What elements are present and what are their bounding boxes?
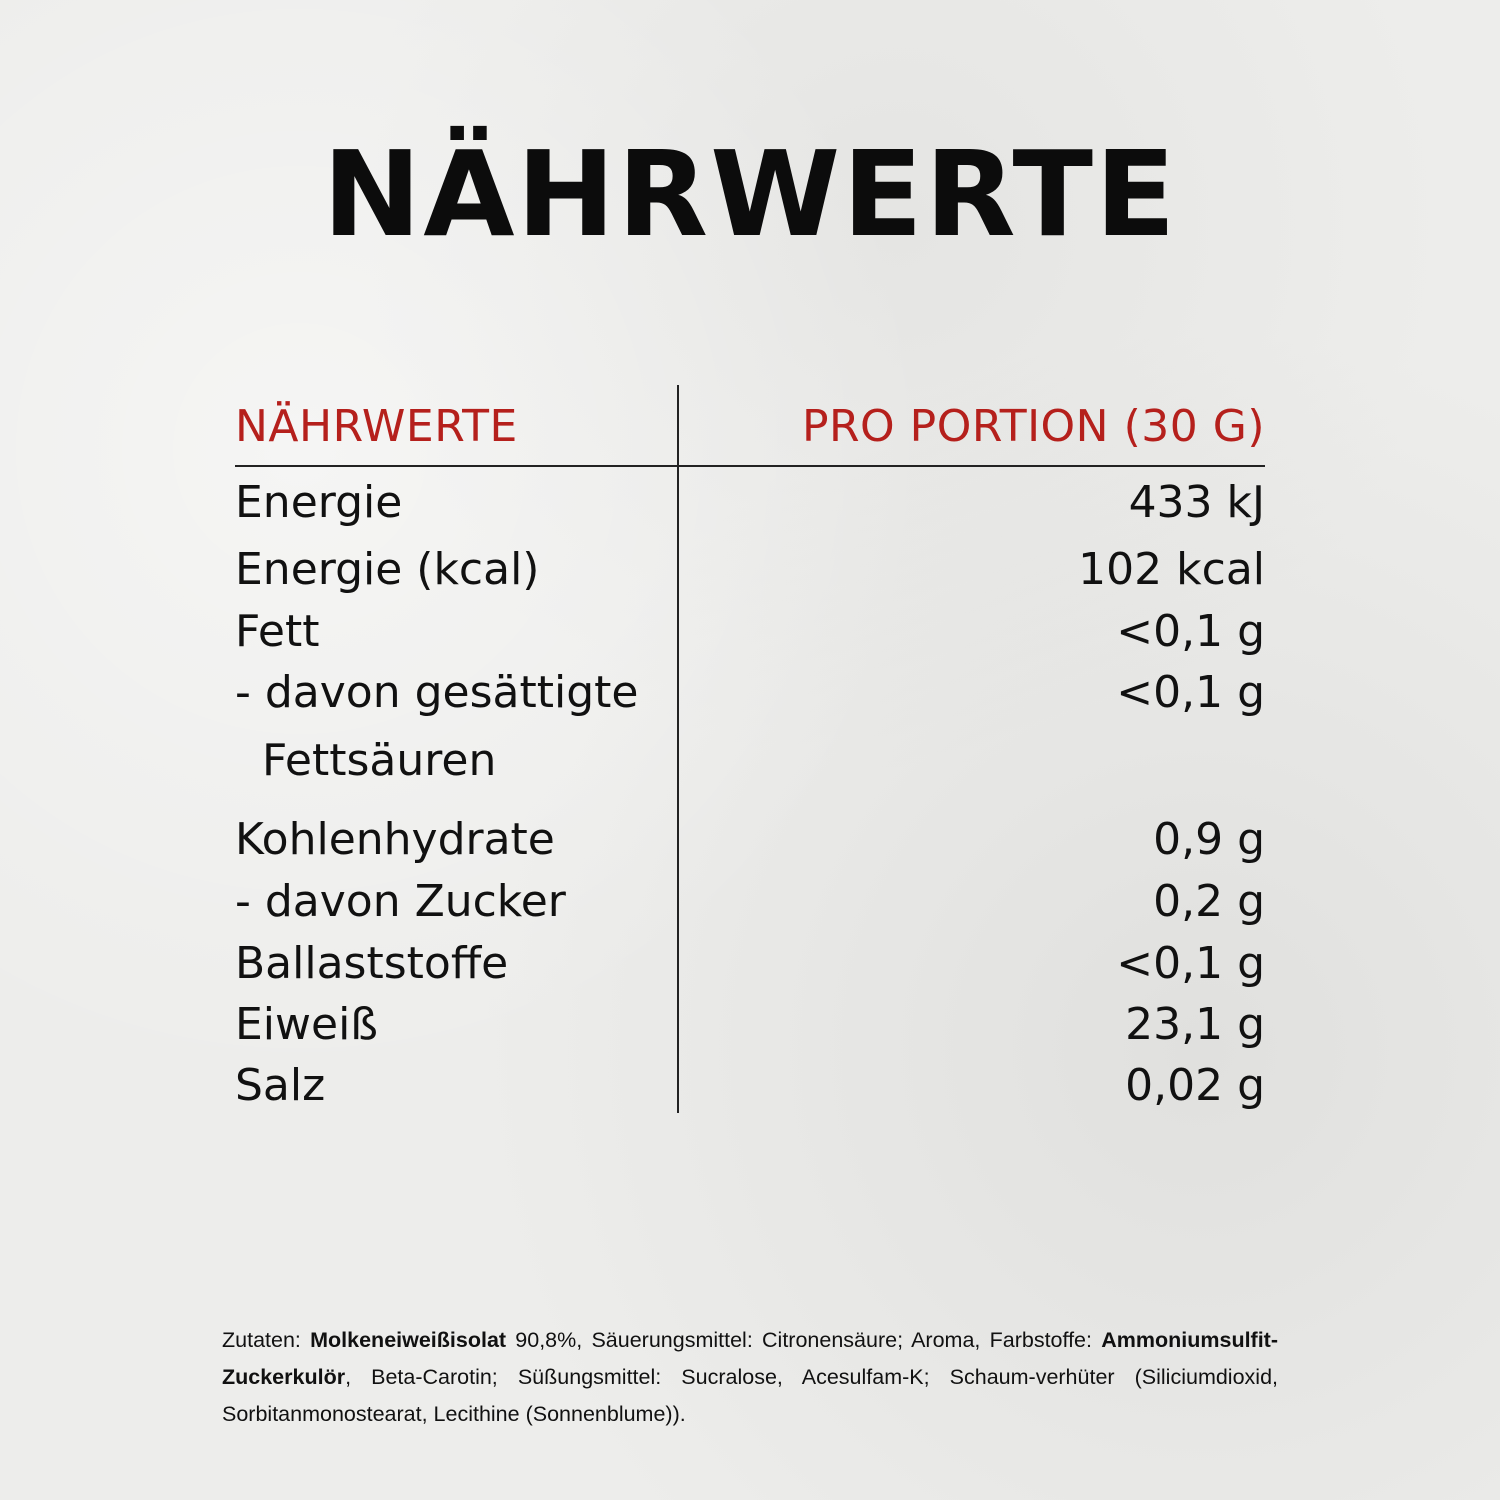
ingredients-text-1: 90,8%, Säuerungsmittel: Citronensäure; Aroma, Farbstoffe: bbox=[506, 1328, 1102, 1352]
ingredients-prefix: Zutaten: bbox=[222, 1328, 311, 1352]
row-label: - davon gesättigte bbox=[235, 667, 639, 718]
header-per-portion: PRO PORTION (30 G) bbox=[801, 401, 1265, 452]
column-divider bbox=[677, 385, 679, 1113]
row-value: <0,1 g bbox=[1116, 938, 1265, 989]
row-label: Eiweiß bbox=[235, 999, 379, 1050]
nutrition-table bbox=[235, 385, 1265, 1115]
row-label: Ballaststoffe bbox=[235, 938, 509, 989]
header-rule bbox=[235, 465, 1265, 467]
row-value: 0,02 g bbox=[1125, 1060, 1265, 1111]
row-label: - davon Zucker bbox=[235, 876, 566, 927]
row-value: <0,1 g bbox=[1116, 606, 1265, 657]
row-value: 433 kJ bbox=[1128, 477, 1265, 528]
row-value: <0,1 g bbox=[1116, 667, 1265, 718]
page-title: NÄHRWERTE bbox=[322, 125, 1178, 263]
row-value: 23,1 g bbox=[1125, 999, 1265, 1050]
row-label: Fett bbox=[235, 606, 320, 657]
row-value: 102 kcal bbox=[1078, 544, 1265, 595]
ingredients-bold-2: Ammoniumsulfit-Zuckerkulör bbox=[222, 1328, 1279, 1389]
ingredients-text bbox=[222, 1322, 1278, 1433]
header-nutrients: NÄHRWERTE bbox=[235, 401, 518, 452]
row-label: Energie (kcal) bbox=[235, 544, 540, 595]
row-value: 0,2 g bbox=[1153, 876, 1265, 927]
ingredients-bold-1: Molkeneiweißisolat bbox=[310, 1328, 507, 1352]
row-label: Salz bbox=[235, 1060, 326, 1111]
row-label: Kohlenhydrate bbox=[235, 814, 555, 865]
row-label: Energie bbox=[235, 477, 403, 528]
row-value: 0,9 g bbox=[1153, 814, 1265, 865]
ingredients-text-2: , Beta-Carotin; Süßungsmittel: Sucralose, Acesulfam-K; Schaum-verhüter (Siliciumdioxid, Sorbitanmonostearat, Lecithine (Sonnenblume)). bbox=[222, 1365, 1278, 1426]
row-label-continued: Fettsäuren bbox=[262, 735, 497, 786]
